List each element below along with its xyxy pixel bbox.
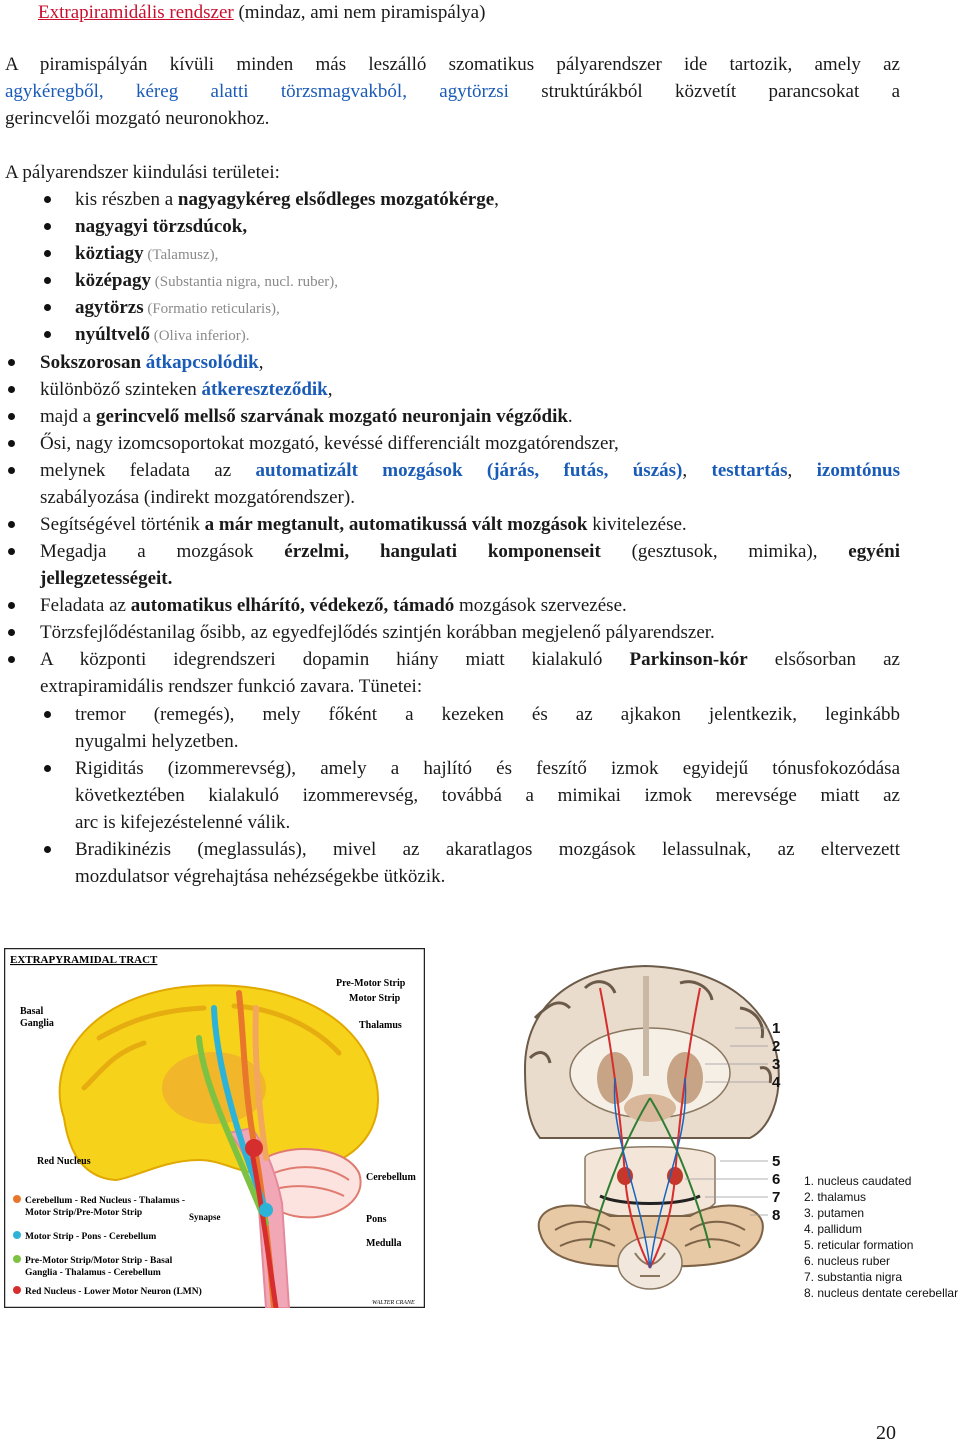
bullet bbox=[44, 711, 51, 718]
extrapyramidal-tract-figure bbox=[4, 948, 425, 1308]
legend-text: Ganglia - Thalamus - Cerebellum bbox=[25, 1268, 161, 1278]
point-line: Megadja a mozgások érzelmi, hangulati komponenseit (gesztusok, mimika), egyéni bbox=[40, 541, 900, 562]
label-red-nucleus: Red Nucleus bbox=[37, 1156, 91, 1167]
label-thalamus: Thalamus bbox=[359, 1020, 402, 1031]
symptom-line: Rigiditás (izommerevség), amely a hajlító és feszítő izmok egyidejű tónusfokozódása bbox=[75, 758, 900, 779]
intro-line-2: agykéregből, kéreg alatti törzsmagvakból, agytörzsi struktúrákból közvetít parancsokat a bbox=[5, 81, 900, 102]
label-premotor: Pre-Motor Strip bbox=[336, 978, 406, 989]
label-medulla: Medulla bbox=[366, 1238, 402, 1249]
legend-dot bbox=[13, 1286, 21, 1294]
bullet bbox=[44, 846, 51, 853]
bullet bbox=[44, 765, 51, 772]
legend-item: 8. nucleus dentate cerebellar bbox=[804, 1286, 959, 1300]
label-synapse: Synapse bbox=[189, 1212, 221, 1222]
bullet bbox=[8, 629, 15, 636]
origin-item: nyúltvelő (Oliva inferior). bbox=[75, 324, 250, 345]
point-line: A központi idegrendszeri dopamin hiány miatt kialakuló Parkinson-kór elsősorban az bbox=[40, 649, 900, 670]
figure-header: EXTRAPYRAMIDAL TRACT bbox=[10, 954, 158, 966]
bullet bbox=[44, 277, 51, 284]
bullet bbox=[8, 440, 15, 447]
legend-item: 2. thalamus bbox=[804, 1190, 867, 1204]
legend-dot bbox=[13, 1195, 21, 1203]
point-line: szabályozása (indirekt mozgatórendszer). bbox=[40, 487, 355, 508]
point-line: majd a gerincvelő mellső szarvának mozgató neuronjain végződik. bbox=[40, 406, 573, 427]
page-title bbox=[38, 0, 485, 26]
legend-text: Cerebellum - Red Nucleus - Thalamus - bbox=[25, 1196, 186, 1206]
point-line: Segítségével történik a már megtanult, automatikussá vált mozgások kivitelezése. bbox=[40, 514, 687, 535]
origins-heading: A pályarendszer kiindulási területei: bbox=[5, 162, 280, 183]
legend-text: Red Nucleus - Lower Motor Neuron (LMN) bbox=[25, 1287, 202, 1297]
bullet bbox=[44, 304, 51, 311]
title-subtitle: (mindaz, ami nem piramispálya) bbox=[233, 2, 486, 23]
point-line: extrapiramidális rendszer funkció zavara. Tünetei: bbox=[40, 676, 423, 697]
figure-number: 4 bbox=[772, 1074, 781, 1091]
point-line: Sokszorosan átkapcsolódik, bbox=[40, 352, 264, 373]
bullet bbox=[8, 548, 15, 555]
point-line: különböző szinteken átkereszteződik, bbox=[40, 379, 333, 400]
point-line: Ősi, nagy izomcsoportokat mozgató, kevéssé differenciált mozgatórendszer, bbox=[40, 433, 619, 454]
origin-item: kis részben a nagyagykéreg elsődleges mozgatókérge, bbox=[75, 189, 499, 210]
legend-dot bbox=[13, 1255, 21, 1263]
legend-text: Pre-Motor Strip/Motor Strip - Basal bbox=[25, 1256, 173, 1266]
point-line: jellegzetességeit. bbox=[40, 568, 173, 589]
point-line: Törzsfejlődéstanilag ősibb, az egyedfejlődés szintjén korábban megjelenő pályarendszer. bbox=[40, 622, 715, 643]
legend-item: 5. reticular formation bbox=[804, 1238, 914, 1252]
symptom-line: mozdulatsor végrehajtása nehézségekbe ütközik. bbox=[75, 866, 446, 887]
legend-item: 1. nucleus caudated bbox=[804, 1174, 912, 1188]
bullet bbox=[8, 467, 15, 474]
bullet bbox=[8, 656, 15, 663]
bullet bbox=[44, 196, 51, 203]
bullet bbox=[8, 521, 15, 528]
label-basal: Basal bbox=[20, 1006, 44, 1017]
bullet bbox=[44, 250, 51, 257]
point-line: melynek feladata az automatizált mozgások (járás, futás, úszás), testtartás, izomtónus bbox=[40, 460, 901, 481]
figure-number: 1 bbox=[772, 1020, 781, 1037]
figure-number: 5 bbox=[772, 1153, 781, 1170]
brain-section-figure bbox=[500, 948, 960, 1308]
figure-number: 2 bbox=[772, 1038, 781, 1055]
label-motor: Motor Strip bbox=[349, 993, 401, 1004]
intro-line-3: gerincvelői mozgató neuronokhoz. bbox=[5, 108, 270, 129]
structure-legend bbox=[804, 1174, 958, 1300]
legend-item: 3. putamen bbox=[804, 1206, 865, 1220]
figure-number: 8 bbox=[772, 1207, 781, 1224]
title-link[interactable]: Extrapiramidális rendszer bbox=[38, 2, 234, 23]
point-line: Feladata az automatikus elhárító, védekező, támadó mozgások szervezése. bbox=[40, 595, 627, 616]
label-pons: Pons bbox=[366, 1214, 387, 1225]
bullet bbox=[44, 331, 51, 338]
legend-item: 6. nucleus ruber bbox=[804, 1254, 891, 1268]
page-number: 20 bbox=[876, 1422, 896, 1444]
origin-item: középagy (Substantia nigra, nucl. ruber), bbox=[75, 270, 339, 291]
bullet bbox=[44, 223, 51, 230]
legend-text: Motor Strip - Pons - Cerebellum bbox=[25, 1232, 157, 1242]
symptom-line: tremor (remegés), mely főként a kezeken és az ajkakon jelentkezik, leginkább bbox=[75, 704, 900, 725]
intro-line-1: A piramispályán kívüli minden más leszálló szomatikus pályarendszer ide tartozik, amely az bbox=[5, 54, 900, 75]
bullet bbox=[8, 359, 15, 366]
symptom-line: következtében kialakuló izommerevség, továbbá a mimikai izmok merevsége miatt az bbox=[75, 785, 900, 806]
bullet bbox=[8, 386, 15, 393]
label-cerebellum: Cerebellum bbox=[366, 1172, 416, 1183]
legend-text: Motor Strip/Pre-Motor Strip bbox=[25, 1208, 143, 1218]
symptom-line: Bradikinézis (meglassulás), mivel az akaratlagos mozgások lelassulnak, az eltervezett bbox=[75, 839, 900, 860]
origin-item: agytörzs (Formatio reticularis), bbox=[75, 297, 280, 318]
legend-dot bbox=[13, 1231, 21, 1239]
legend-item: 7. substantia nigra bbox=[804, 1270, 903, 1284]
label-ganglia: Ganglia bbox=[20, 1018, 54, 1029]
symptom-line: arc is kifejezéstelenné válik. bbox=[75, 812, 291, 833]
figure-number: 3 bbox=[772, 1056, 781, 1073]
bullet bbox=[8, 602, 15, 609]
figure-number: 6 bbox=[772, 1171, 781, 1188]
legend-item: 4. pallidum bbox=[804, 1222, 863, 1236]
label-signature: WALTER CRANE bbox=[372, 1300, 415, 1306]
origin-item: köztiagy (Talamusz), bbox=[75, 243, 219, 264]
figure-number: 7 bbox=[772, 1189, 781, 1206]
bullet bbox=[8, 413, 15, 420]
symptom-line: nyugalmi helyzetben. bbox=[75, 731, 239, 752]
origin-item: nagyagyi törzsdúcok, bbox=[75, 216, 248, 237]
